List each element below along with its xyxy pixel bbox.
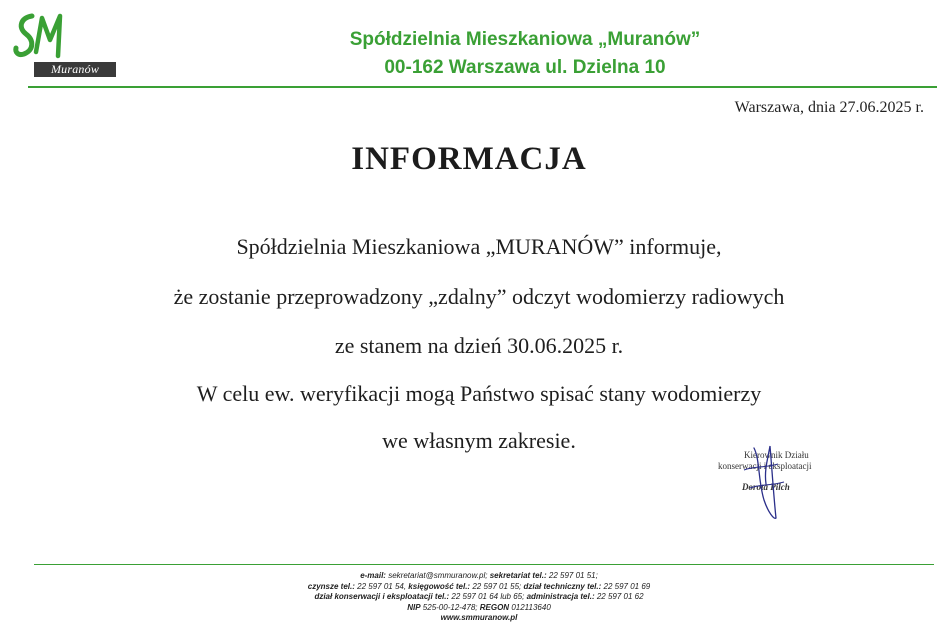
org-address: 00-162 Warszawa ul. Dzielna 10 <box>384 57 666 78</box>
email-label: e-mail: <box>360 571 386 580</box>
body-line: że zostanie przeprowadzony „zdalny” odczyt wodomierzy radiowych <box>173 284 785 309</box>
header-divider <box>28 86 937 88</box>
ksiegowosc-phone: 22 597 01 55; <box>472 581 522 591</box>
czynsze-phone: 22 597 01 54, <box>357 581 407 591</box>
signature-stamp <box>714 440 824 522</box>
footer-line-2 <box>0 582 938 593</box>
footer-contact <box>0 571 938 624</box>
body-line: we własnym zakresie. <box>382 428 576 453</box>
body-line: W celu ew. weryfikacji mogą Państwo spisać stany wodomierzy <box>196 381 762 406</box>
administracja-label: administracja tel.: <box>526 592 595 601</box>
footer-line-1 <box>0 571 938 582</box>
company-logo <box>12 10 108 76</box>
nip-label: NIP <box>407 602 421 612</box>
org-name: Spółdzielnia Mieszkaniowa „Muranów” <box>349 29 701 50</box>
sekretariat-label: sekretariat tel.: <box>489 571 547 580</box>
ksiegowosc-label: księgowość tel.: <box>408 581 471 591</box>
konserwacji-label: dział konserwacji i eksploatacji tel.: <box>314 592 450 601</box>
regon-label: REGON <box>479 602 510 612</box>
techniczny-label: dział techniczny tel.: <box>523 581 602 591</box>
sekretariat-phone: 22 597 01 51; <box>548 571 598 580</box>
footer-divider <box>34 564 934 565</box>
footer-line-4 <box>0 603 938 614</box>
body-line: Spółdzielnia Mieszkaniowa „MURANÓW” informuje, <box>236 234 722 259</box>
czynsze-label: czynsze tel.: <box>307 581 355 591</box>
konserwacji-phone: 22 597 01 64 lub 65; <box>451 592 525 601</box>
logo-label: Muranów <box>34 62 116 77</box>
handwritten-signature <box>714 440 824 522</box>
stamp-department: konserwacji i eksploatacji <box>718 461 812 471</box>
techniczny-phone: 22 597 01 69 <box>603 581 651 591</box>
administracja-phone: 22 597 01 62 <box>596 592 644 601</box>
regon-value: 012113640 <box>511 602 551 612</box>
body-line: ze stanem na dzień 30.06.2025 r. <box>334 333 624 358</box>
email-value[interactable]: sekretariat@smmuranow.pl; <box>388 571 488 580</box>
nip-value: 525-00-12-478; <box>422 602 478 612</box>
document-date: Warszawa, dnia 27.06.2025 r. <box>734 99 924 116</box>
website-link[interactable]: www.smmuranow.pl <box>440 613 518 622</box>
stamp-title: Kierownik Działu <box>744 450 809 460</box>
stamp-name: Dorota Pilch <box>742 482 790 492</box>
footer-line-5 <box>0 613 938 624</box>
document-title: INFORMACJA <box>351 141 587 177</box>
footer-line-3 <box>0 592 938 603</box>
